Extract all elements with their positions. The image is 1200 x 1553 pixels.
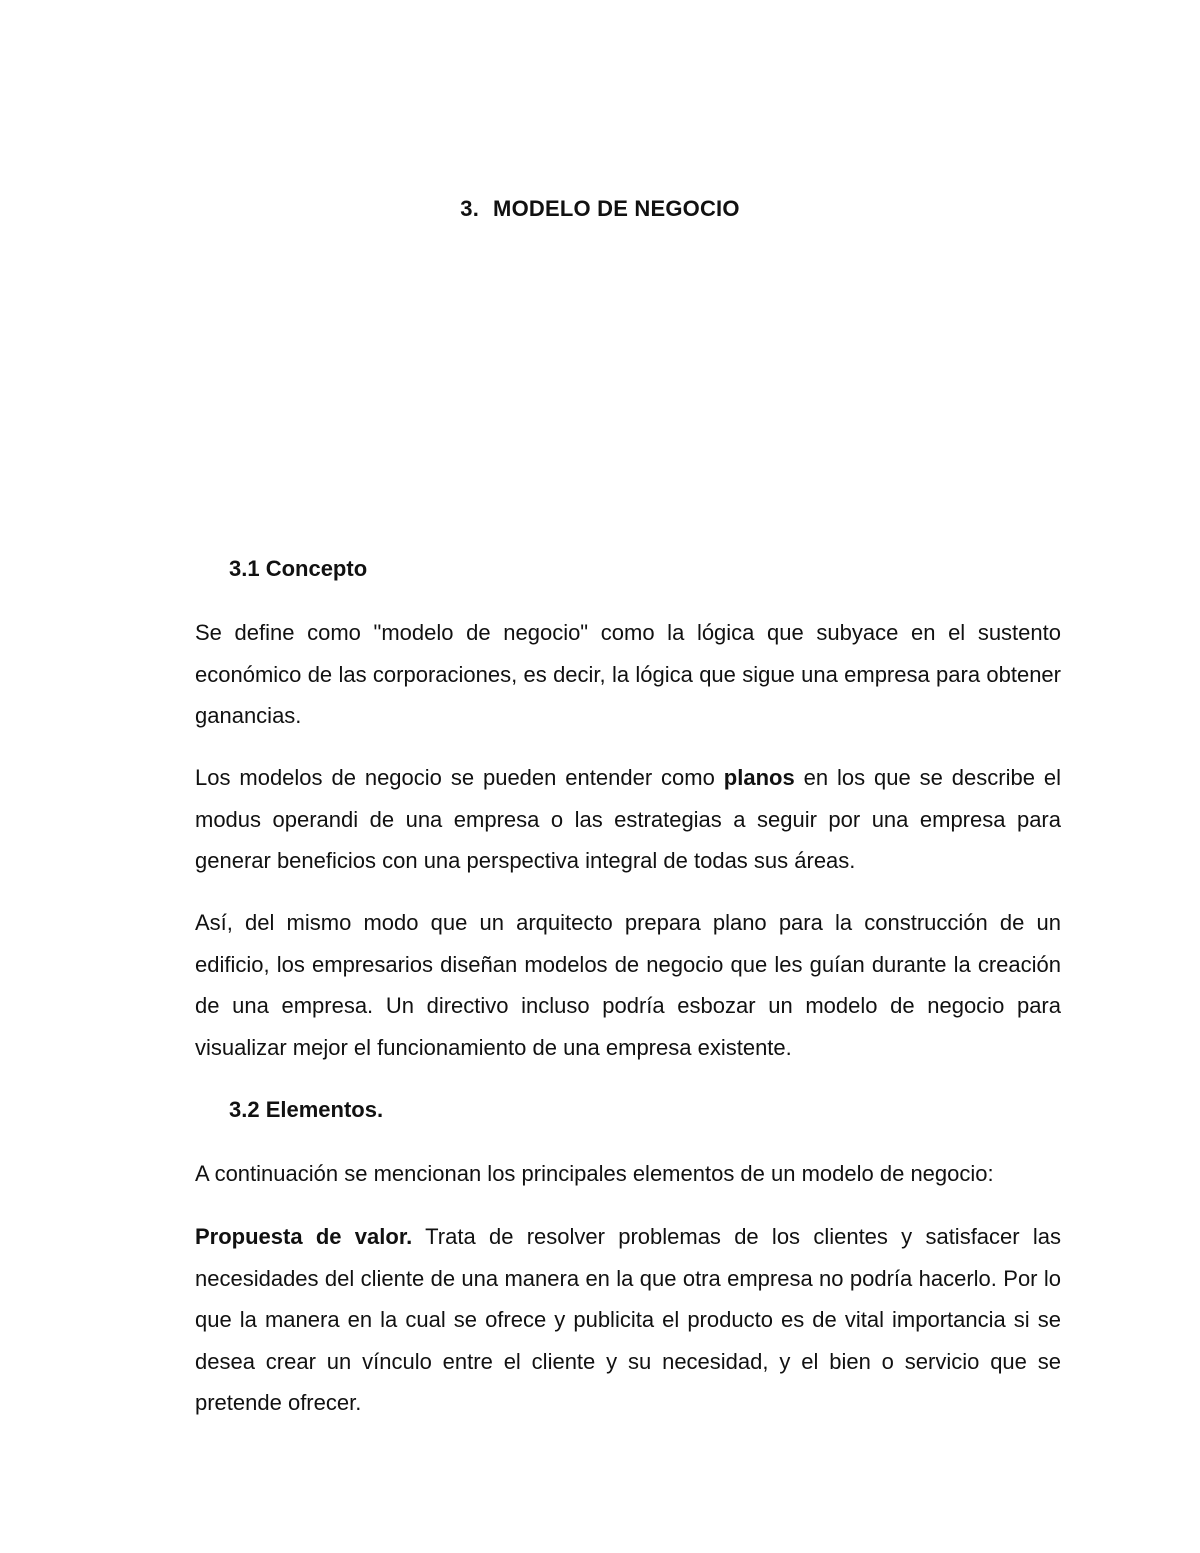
paragraph-planos-before: Los modelos de negocio se pueden entender como: [195, 765, 724, 790]
propuesta-valor-text: Trata de resolver problemas de los clientes y satisfacer las necesidades del cliente de una manera en la que otra empresa no podría hacerlo. Por lo que la manera en la cual se ofrece y publicita el producto es de vital importancia si se desea crear un vínculo entre el cliente y su necesidad, y el bien o servicio que se pretende ofrecer.: [195, 1224, 1061, 1415]
chapter-title: [0, 196, 1200, 222]
paragraph-planos: [195, 757, 1061, 882]
section-heading-concepto: 3.1 Concepto: [229, 556, 368, 581]
propuesta-valor-term: Propuesta de valor.: [195, 1224, 413, 1249]
paragraph-propuesta-valor: [195, 1216, 1061, 1424]
paragraph-planos-after: en los que se describe el modus operandi de una empresa o las estrategias a seguir por una empresa para generar beneficios con una perspectiva integral de todas sus áreas.: [195, 765, 1061, 873]
paragraph-planos-bold: planos: [723, 765, 795, 790]
paragraph-arquitecto: Así, del mismo modo que un arquitecto prepara plano para la construcción de un edificio, los empresarios diseñan modelos de negocio que les guían durante la creación de una empresa. Un directivo incluso podría esbozar un modelo de negocio para visualizar mejor el funcionamiento de una empresa existente.: [195, 910, 1061, 1060]
chapter-title-text: MODELO DE NEGOCIO: [493, 196, 740, 221]
chapter-number: 3.: [460, 196, 480, 221]
section-heading-elementos: 3.2 Elementos.: [229, 1097, 384, 1122]
paragraph-concepto-definition: Se define como "modelo de negocio" como la lógica que subyace en el sustento económico de las corporaciones, es decir, la lógica que sigue una empresa para obtener ganancias.: [195, 620, 1061, 728]
paragraph-elementos-intro: A continuación se mencionan los principales elementos de un modelo de negocio:: [195, 1161, 994, 1186]
